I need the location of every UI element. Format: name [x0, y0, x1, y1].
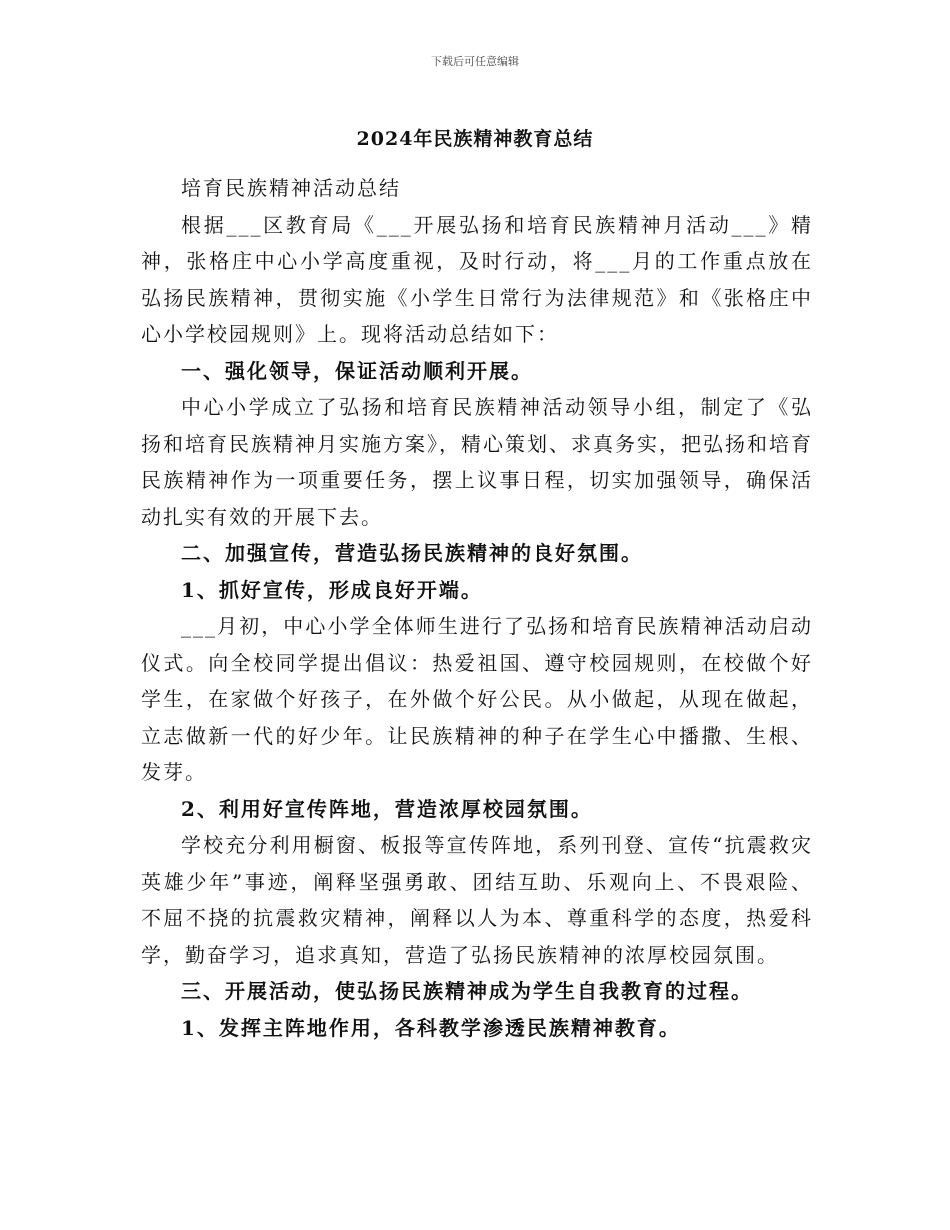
document-title: 2024年民族精神教育总结 [356, 128, 594, 150]
subsection-heading-2-2: 2、利用好宣传阵地，营造浓厚校园氛围。 [181, 796, 593, 821]
body-paragraph: ___月初，中心小学全体师生进行了弘扬和培育民族精神活动启动仪式。向全校同学提出倡议：热爱祖国、遵守校园规则，在校做个好学生，在家做个好孩子，在外做个好公民。从小做起，从现在做起，立志做新一代的好少年。让民族精神的种子在学生心中播撒、生根、发芽。 [141, 614, 813, 784]
subsection-heading-2-1: 1、抓好宣传，形成良好开端。 [181, 577, 483, 602]
section-heading-1: 一、强化领导，保证活动顺利开展。 [181, 358, 533, 383]
section-heading-2: 二、加强宣传，营造弘扬民族精神的良好氛围。 [181, 541, 643, 565]
subtitle-paragraph: 培育民族精神活动总结 [181, 176, 401, 200]
intro-paragraph: 根据___区教育局《___开展弘扬和培育民族精神月活动___》精神，张格庄中心小学高度重视，及时行动，将___月的工作重点放在弘扬民族精神，贯彻实施《小学生日常行为法律规范》和《张格庄中心小学校园规则》上。现将活动总结如下： [141, 212, 813, 346]
section-heading-3: 三、开展活动，使弘扬民族精神成为学生自我教育的过程。 [181, 979, 753, 1003]
page-header-note: 下载后可任意编辑 [431, 55, 519, 68]
document-body [141, 170, 813, 1046]
body-paragraph: 学校充分利用橱窗、板报等宣传阵地，系列刊登、宣传“抗震救灾英雄少年”事迹，阐释坚强勇敢、团结互助、乐观向上、不畏艰险、不屈不挠的抗震救灾精神，阐释以人为本、尊重科学的态度，热爱科学，勤奋学习，追求真知，营造了弘扬民族精神的浓厚校园氛围。 [141, 833, 813, 967]
subsection-heading-3-1: 1、发挥主阵地作用，各科教学渗透民族精神教育。 [181, 1015, 681, 1040]
body-paragraph: 中心小学成立了弘扬和培育民族精神活动领导小组，制定了《弘扬和培育民族精神月实施方案》，精心策划、求真务实，把弘扬和培育民族精神作为一项重要任务，摆上议事日程，切实加强领导，确保活动扎实有效的开展下去。 [141, 395, 813, 529]
